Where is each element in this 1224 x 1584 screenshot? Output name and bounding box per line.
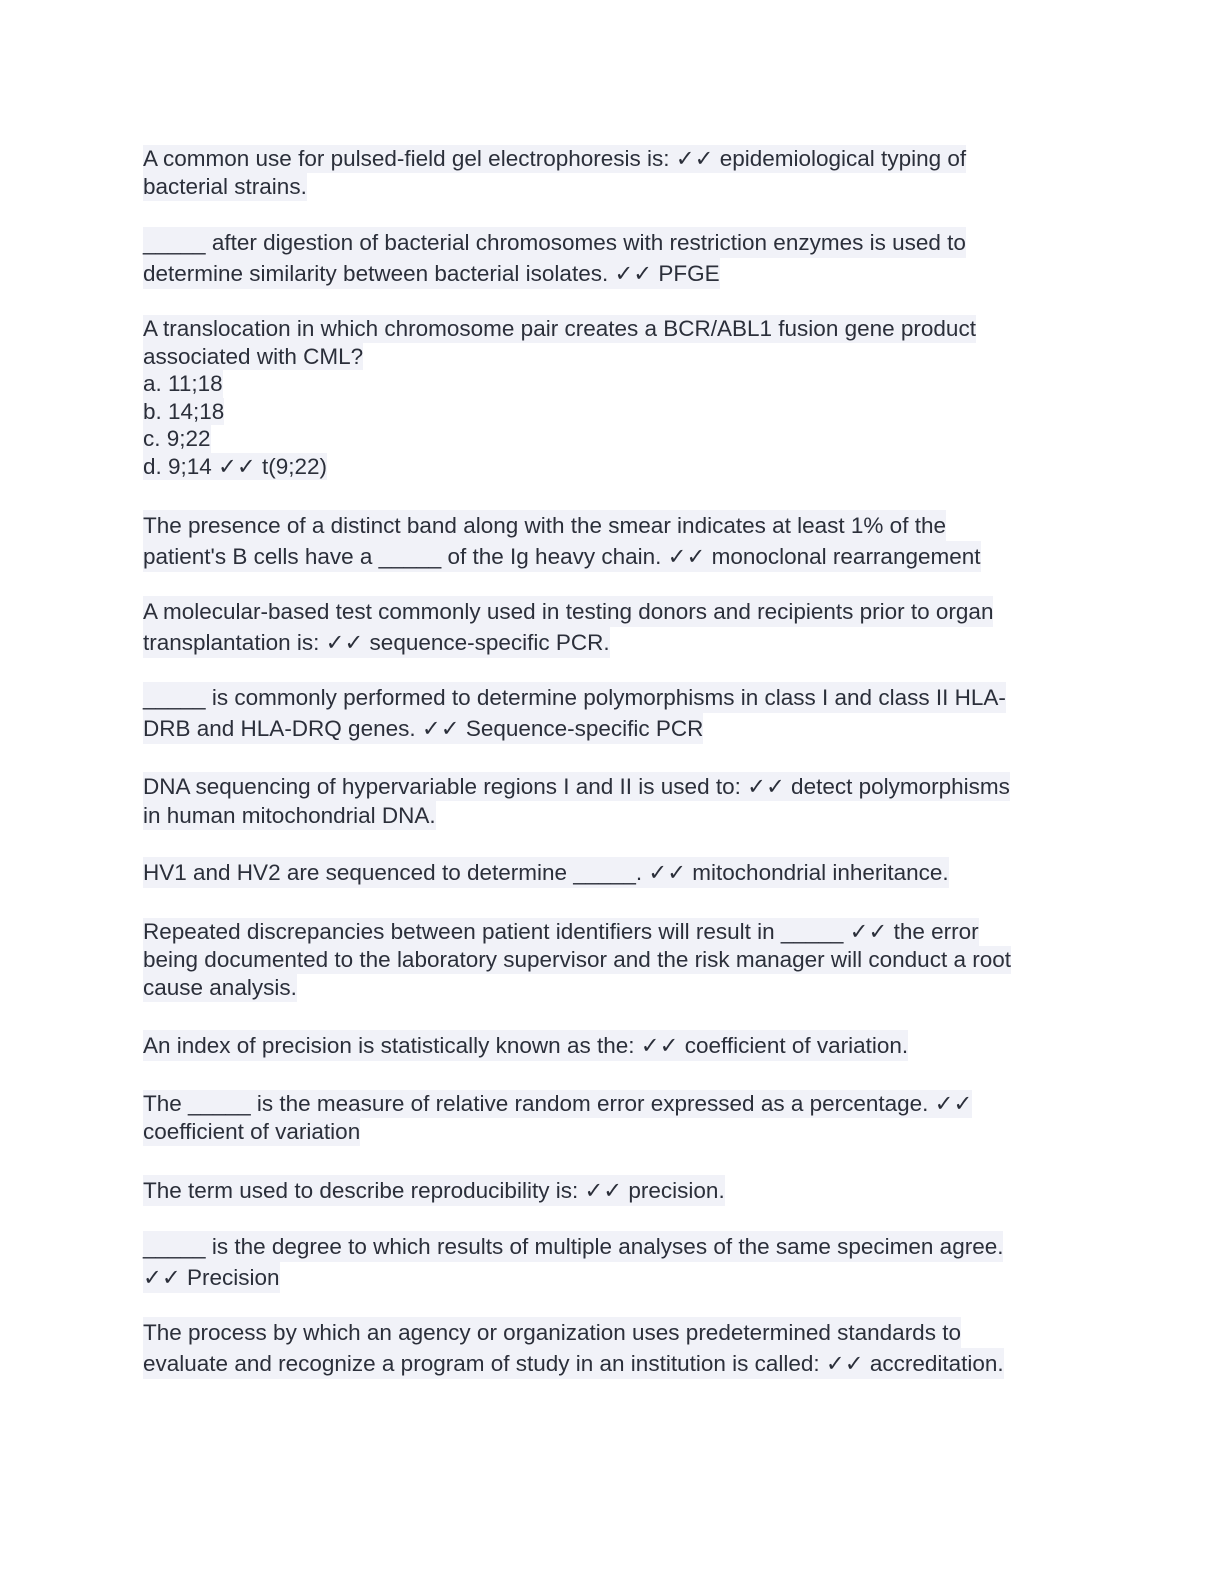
qa-relative-random-error: [143, 1090, 972, 1146]
qa-monoclonal-rearrangement: [143, 510, 981, 572]
qa-precision-definition: [143, 1231, 1003, 1293]
text-line: The presence of a distinct band along with the smear indicates at least 1% of the: [143, 510, 946, 541]
qa-hla-polymorphisms: [143, 682, 1006, 744]
option-b: b. 14;18: [143, 398, 225, 424]
text-line: bacterial strains.: [143, 174, 307, 199]
qa-hypervariable-regions: [143, 772, 1010, 830]
qa-accreditation: [143, 1317, 1004, 1379]
qa-index-of-precision: [143, 1030, 908, 1061]
text-line: patient's B cells have a _____ of the Ig heavy chain. ✓✓ monoclonal rearrangement: [143, 541, 981, 572]
text-line: _____ is commonly performed to determine polymorphisms in class I and class II HLA-: [143, 682, 1006, 713]
text-line: in human mitochondrial DNA.: [143, 803, 436, 828]
qa-organ-transplant-test: [143, 596, 993, 658]
text-line: A molecular-based test commonly used in testing donors and recipients prior to organ: [143, 596, 993, 627]
text-line: The process by which an agency or organization uses predetermined standards to: [143, 1317, 961, 1348]
text-line: A common use for pulsed-field gel electrophoresis is: ✓✓ epidemiological typing of: [143, 146, 967, 171]
option-a: a. 11;18: [143, 371, 223, 396]
qa-patient-identifiers: [143, 918, 1011, 1002]
text-line: determine similarity between bacterial isolates. ✓✓ PFGE: [143, 258, 720, 289]
option-d: d. 9;14 ✓✓ t(9;22): [143, 453, 328, 479]
text-line: evaluate and recognize a program of study in an institution is called: ✓✓ accreditation.: [143, 1348, 1004, 1379]
text-line: transplantation is: ✓✓ sequence-specific PCR.: [143, 627, 610, 658]
qa-hv1-hv2: [143, 857, 949, 888]
text-line: associated with CML?: [143, 343, 364, 369]
text-line: The _____ is the measure of relative random error expressed as a percentage. ✓✓: [143, 1091, 973, 1116]
text-line: The term used to describe reproducibility is: ✓✓ precision.: [143, 1175, 725, 1206]
qa-pfge-similarity: [143, 227, 966, 289]
text-line: An index of precision is statistically known as the: ✓✓ coefficient of variation.: [143, 1030, 908, 1061]
text-line: DNA sequencing of hypervariable regions I and II is used to: ✓✓ detect polymorphisms: [143, 774, 1010, 799]
qa-pulsed-field-use: [143, 145, 966, 201]
text-line: A translocation in which chromosome pair creates a BCR/ABL1 fusion gene product: [143, 316, 976, 341]
text-line: being documented to the laboratory supervisor and the risk manager will conduct a root: [143, 947, 1011, 972]
text-line: _____ after digestion of bacterial chromosomes with restriction enzymes is used to: [143, 227, 966, 258]
qa-reproducibility: [143, 1175, 725, 1206]
qa-bcr-abl1-translocation: [143, 315, 976, 480]
text-line: coefficient of variation: [143, 1119, 361, 1144]
option-c: c. 9;22: [143, 426, 211, 451]
text-line: ✓✓ Precision: [143, 1262, 280, 1293]
text-line: cause analysis.: [143, 975, 297, 1000]
text-line: _____ is the degree to which results of multiple analyses of the same specimen agree.: [143, 1231, 1003, 1262]
text-line: HV1 and HV2 are sequenced to determine _____. ✓✓ mitochondrial inheritance.: [143, 857, 949, 888]
text-line: DRB and HLA-DRQ genes. ✓✓ Sequence-specific PCR: [143, 713, 703, 744]
text-line: Repeated discrepancies between patient identifiers will result in _____ ✓✓ the error: [143, 919, 979, 944]
